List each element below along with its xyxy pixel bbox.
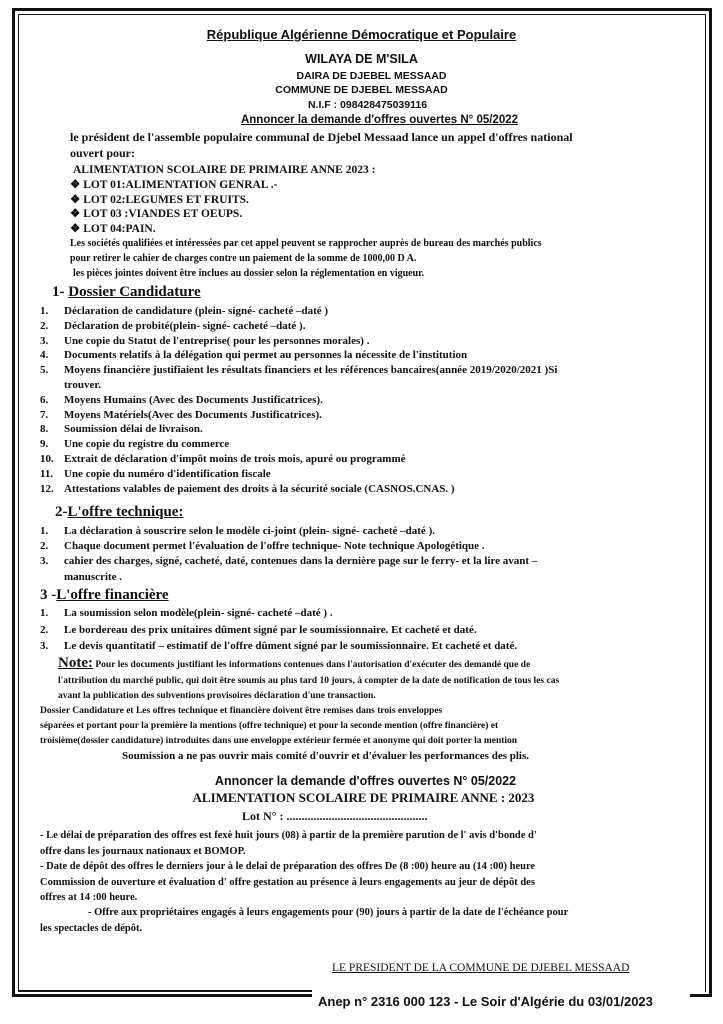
item-text: Extrait de déclaration d'impôt moins de trois mois, apuré ou programmé	[64, 453, 406, 465]
item-text: Attestations valables de paiement des droits à la sécurité sociale (CASNOS.CNAS. )	[64, 482, 455, 495]
item-number: 5.	[40, 364, 49, 377]
list-item	[40, 393, 323, 407]
lot-item: ❖ LOT 04:PAIN.	[70, 223, 156, 235]
announce-title: Annoncer la demande d'offres ouvertes N° 05/2022	[240, 114, 519, 126]
section-heading: 1- Dossier Candidature	[52, 284, 201, 300]
item-text: Une copie du registre du commerce	[64, 438, 230, 451]
object: ALIMENTATION SCOLAIRE DE PRIMAIRE ANNE 2023 :	[73, 164, 376, 176]
envelope-line: Dossier Candidature et Les offres technique et financière doivent être remises dans trois enveloppes	[40, 706, 443, 716]
item-text: Documents relatifs à la délégation qui permet au personnes la nécessite de l'institution	[64, 349, 468, 362]
item-text: Déclaration de candidature (plein- signé- cacheté –daté )	[64, 305, 329, 317]
diamond-bullet-icon: ❖	[70, 208, 84, 220]
item-text: Moyens financière justifiaient les résultats financiers et les références bancaires(année 2019/2020/2021 )Si	[64, 364, 558, 377]
item-text: Chaque document permet l'évaluation de l'offre technique- Note technique Apologétique .	[64, 540, 485, 553]
item-text: Moyens Matériels(Avec des Documents Justificatrices).	[64, 408, 322, 421]
list-item	[40, 524, 435, 538]
list-item	[40, 437, 229, 451]
item-text: Moyens Humains (Avec des Documents Justificatrices).	[64, 393, 323, 406]
envelope-object: ALIMENTATION SCOLAIRE DE PRIMAIRE ANNE : 2023	[192, 790, 535, 805]
item-number: 2.	[40, 319, 49, 332]
societes-line: pour retirer le cahier de charges contre un paiement de la somme de 1000,00 D A.	[70, 253, 417, 264]
border-bottom-left	[12, 994, 312, 997]
intro-line: ouvert pour:	[70, 146, 135, 160]
daira: DAIRA DE DJEBEL MESSAAD	[296, 70, 447, 82]
nif: N.I.F : 098428475039116	[307, 99, 428, 111]
footer-publication: Anep n° 2316 000 123 - Le Soir d'Algérie du 03/01/2023	[318, 994, 653, 1009]
list-item	[40, 452, 406, 466]
soumission-line: Soumission a ne pas ouvrir mais comité d'ouvrir et d'évaluer les performances des plis.	[122, 750, 529, 762]
list-item	[40, 408, 322, 422]
term-line: - Offre aux propriétaires engagés à leurs engagements pour (90) jours à partir de la date de l'échéance pour	[88, 907, 569, 918]
list-item	[40, 623, 477, 637]
item-text: trouver.	[64, 379, 101, 391]
term-line: offres at 14 :00 heure.	[40, 892, 138, 903]
envelope-announce: Annoncer la demande d'offres ouvertes N° 05/2022	[214, 774, 517, 788]
list-item	[40, 467, 271, 481]
item-number: 2.	[40, 540, 49, 553]
signature: LE PRESIDENT DE LA COMMUNE DE DJEBEL MESSAAD	[332, 962, 630, 974]
list-item	[40, 334, 369, 348]
list-item	[40, 422, 203, 436]
section-heading: 3 -L'offre financière	[40, 587, 169, 603]
item-number: 1.	[40, 607, 49, 619]
list-item	[40, 378, 101, 392]
term-line: les spectacles de dépôt.	[40, 923, 143, 934]
item-text: Une copie du numéro d'identification fiscale	[64, 467, 271, 480]
diamond-bullet-icon: ❖	[70, 179, 84, 191]
republic-title: République Algérienne Démocratique et Populaire	[206, 27, 517, 42]
envelope-line: séparées et portant pour la première la mentions (offre technique) et pour la seconde mention (offre financière) et	[40, 721, 499, 731]
item-number: 3.	[40, 555, 49, 568]
list-item	[40, 539, 485, 553]
lot-item: ❖ LOT 01:ALIMENTATION GENRAL .-	[70, 179, 278, 191]
list-item	[40, 554, 537, 568]
item-number: 8.	[40, 423, 49, 436]
term-line: Commission de ouverture et évaluation d' offre gestation au présence à leurs engagements au jeur de dépôt des	[40, 877, 535, 888]
term-line: - Date de dépôt des offres le derniers jour à le delai de préparation des offres De (8 :00) heure au (14 :00) heure	[40, 861, 536, 872]
item-text: Déclaration de probité(plein- signé- cacheté –daté ).	[64, 319, 306, 332]
note-line: avant la publication des subventions provisoires déclaration d'une transaction.	[58, 691, 376, 701]
item-number: 2.	[40, 623, 49, 636]
item-number: 3.	[40, 640, 49, 652]
term-line: offre dans les journaux nationaux et BOMOP.	[40, 846, 246, 857]
item-text: La soumission selon modèle(plein- signé- cacheté –daté ) .	[64, 607, 333, 619]
envelope-lot: Lot N° : ...............................................	[242, 809, 428, 823]
item-text: La déclaration à souscrire selon le modèle ci-joint (plein- signé- cacheté –daté ).	[64, 525, 435, 537]
item-number: 1.	[40, 305, 49, 317]
item-number: 1.	[40, 525, 49, 537]
list-item	[40, 482, 455, 496]
item-number: 11.	[40, 467, 54, 480]
diamond-bullet-icon: ❖	[70, 223, 84, 235]
item-number: 4.	[40, 349, 49, 362]
item-text: cahier des charges, signé, cacheté, daté, contenues dans la dernière page sur le ferry- et la lire avant –	[64, 555, 538, 568]
border-bottom-right	[690, 994, 712, 997]
list-item	[40, 363, 557, 377]
societes-line: Les sociétés qualifiées et intéressées par cet appel peuvent se rapprocher auprès de bureau des marchés publics	[70, 238, 542, 249]
list-item	[40, 639, 517, 653]
item-number: 12.	[40, 482, 54, 495]
note-line: l'attribution du marché public, qui doit être soumis au plus tard 10 jours, à compter de la date de notification de tous les cas	[58, 676, 560, 686]
list-item	[40, 319, 305, 333]
section-heading: 2-L'offre technique:	[55, 504, 184, 520]
societes-line: les pièces jointes doivent être inclues au dossier selon la réglementation en vigueur.	[73, 268, 425, 279]
lot-item: ❖ LOT 03 :VIANDES ET OEUPS.	[70, 208, 243, 220]
border-bottom-left-inner	[18, 990, 312, 992]
item-number: 10.	[40, 453, 54, 465]
list-item	[40, 348, 467, 362]
item-number: 6.	[40, 393, 49, 406]
item-text: Le devis quantitatif – estimatif de l'offre dûment signé par le soumissionnaire. Et cacheté et daté.	[64, 640, 518, 652]
list-item	[40, 606, 333, 620]
item-text: manuscrite .	[64, 570, 123, 583]
envelope-line: troisième(dossier candidature) introduites dans une enveloppe extérieur fermée et anonyme qui doit porter la mention	[40, 736, 518, 746]
list-item	[40, 304, 328, 318]
list-item	[40, 570, 122, 584]
lot-item: ❖ LOT 02:LEGUMES ET FRUITS.	[70, 194, 249, 206]
item-text: Une copie du Statut de l'entreprise( pour les personnes morales) .	[64, 334, 370, 347]
intro-line: le président de l'assemble populaire communal de Djebel Messaad lance un appel d'offres national	[70, 130, 573, 144]
item-number: 7.	[40, 408, 49, 421]
wilaya: WILAYA DE M'SILA	[305, 52, 418, 66]
item-text: Le bordereau des prix unitaires dûment signé par le soumissionnaire. Et cacheté et daté.	[64, 623, 477, 636]
diamond-bullet-icon: ❖	[70, 194, 84, 206]
item-number: 3.	[40, 334, 49, 347]
term-line: - Le délai de préparation des offres est fexè huit jours (08) à partir de la première parution de l' avis d'bonde d'	[40, 830, 537, 841]
note-line: Note: Pour les documents justifiant les informations contenues dans l'autorisation d'exécuter des demandé que de	[58, 655, 531, 671]
commune: COMMUNE DE DJEBEL MESSAAD	[275, 84, 448, 96]
item-number: 9.	[40, 438, 49, 451]
item-text: Soumission délai de livraison.	[64, 423, 203, 436]
